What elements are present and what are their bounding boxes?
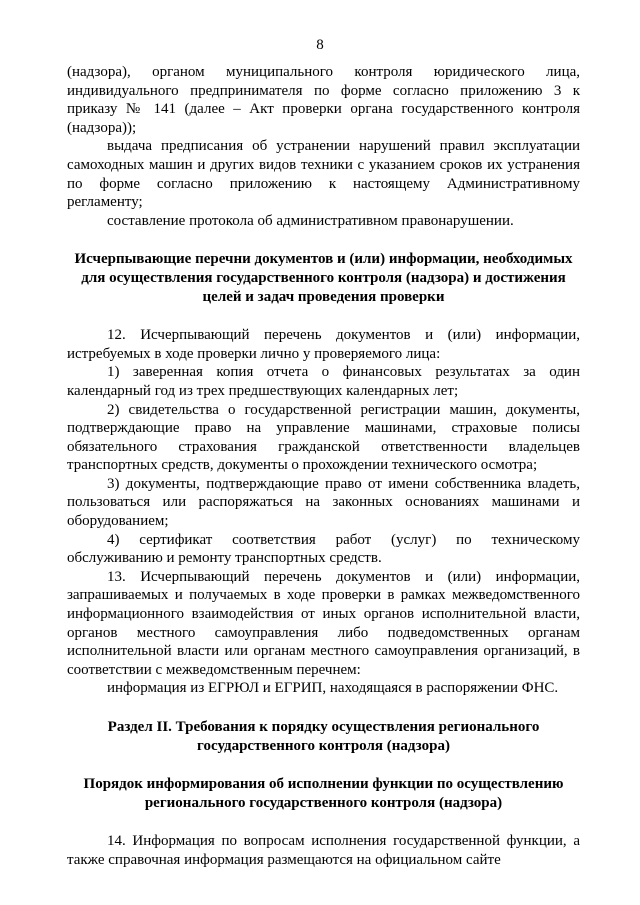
- spacer: [67, 698, 580, 718]
- heading-informing-procedure: Порядок информирования об исполнении функции по осуществлению регионального государственного контроля (надзора): [83, 776, 564, 811]
- list-item-3: 3) документы, подтверждающие право от имени собственника владеть, пользоваться или распоряжаться на законных основаниях машинами и оборудованием;: [67, 475, 580, 530]
- paragraph-egrul-info: информация из ЕГРЮЛ и ЕГРИП, находящаяся в распоряжении ФНС.: [107, 680, 559, 697]
- heading-document-lists: Исчерпывающие перечни документов и (или) информации, необходимых для осуществления государственного контроля (надзора) и достижения целей и задач проведения проверки: [74, 251, 573, 305]
- spacer: [67, 755, 580, 775]
- heading-section-2: Раздел II. Требования к порядку осуществления регионального государственного контроля (надзора): [107, 719, 540, 754]
- paragraph-protocol: составление протокола об административном правонарушении.: [107, 212, 514, 229]
- spacer: [67, 812, 580, 832]
- spacer: [67, 306, 580, 326]
- list-item-4: 4) сертификат соответствия работ (услуг) по техническому обслуживанию и ремонту транспортных средств.: [67, 531, 580, 567]
- document-body: [67, 63, 580, 870]
- list-item-1: 1) заверенная копия отчета о финансовых результатах за один календарный год из трех предшествующих календарных лет;: [67, 364, 580, 399]
- paragraph-prescription: выдача предписания об устранении нарушений правил эксплуатации самоходных машин и других видов техники с указанием сроков их устранения по форме согласно приложению к настоящему Административному регламенту;: [67, 138, 580, 211]
- list-item-2: 2) свидетельства о государственной регистрации машин, документы, подтверждающие право на управление машинами, страховые полисы обязательного страхования гражданской ответственности владельцев транспортных средств, документы о прохождении технического осмотра;: [67, 401, 580, 474]
- paragraph-item-12: 12. Исчерпывающий перечень документов и (или) информации, истребуемых в ходе проверки лично у проверяемого лица:: [67, 327, 580, 362]
- paragraph-item-14: 14. Информация по вопросам исполнения государственной функции, а также справочная информация размещаются на официальном сайте: [67, 833, 580, 868]
- page-number: 8: [316, 37, 324, 53]
- paragraph-continuation: (надзора), органом муниципального контроля юридического лица, индивидуального предпринимателя по форме согласно приложению 3 к приказу № 141 (далее – Акт проверки органа государственного контроля (надзора));: [67, 64, 580, 136]
- spacer: [67, 230, 580, 250]
- paragraph-item-13: 13. Исчерпывающий перечень документов и (или) информации, запрашиваемых и получаемых в ходе проверки в рамках межведомственного информационного взаимодействия от иных органов исполнительной власти, органов местного самоуправления либо подведомственных органам исполнительной власти или органам местного самоуправления организаций, в соответствии с межведомственным перечнем:: [67, 568, 580, 678]
